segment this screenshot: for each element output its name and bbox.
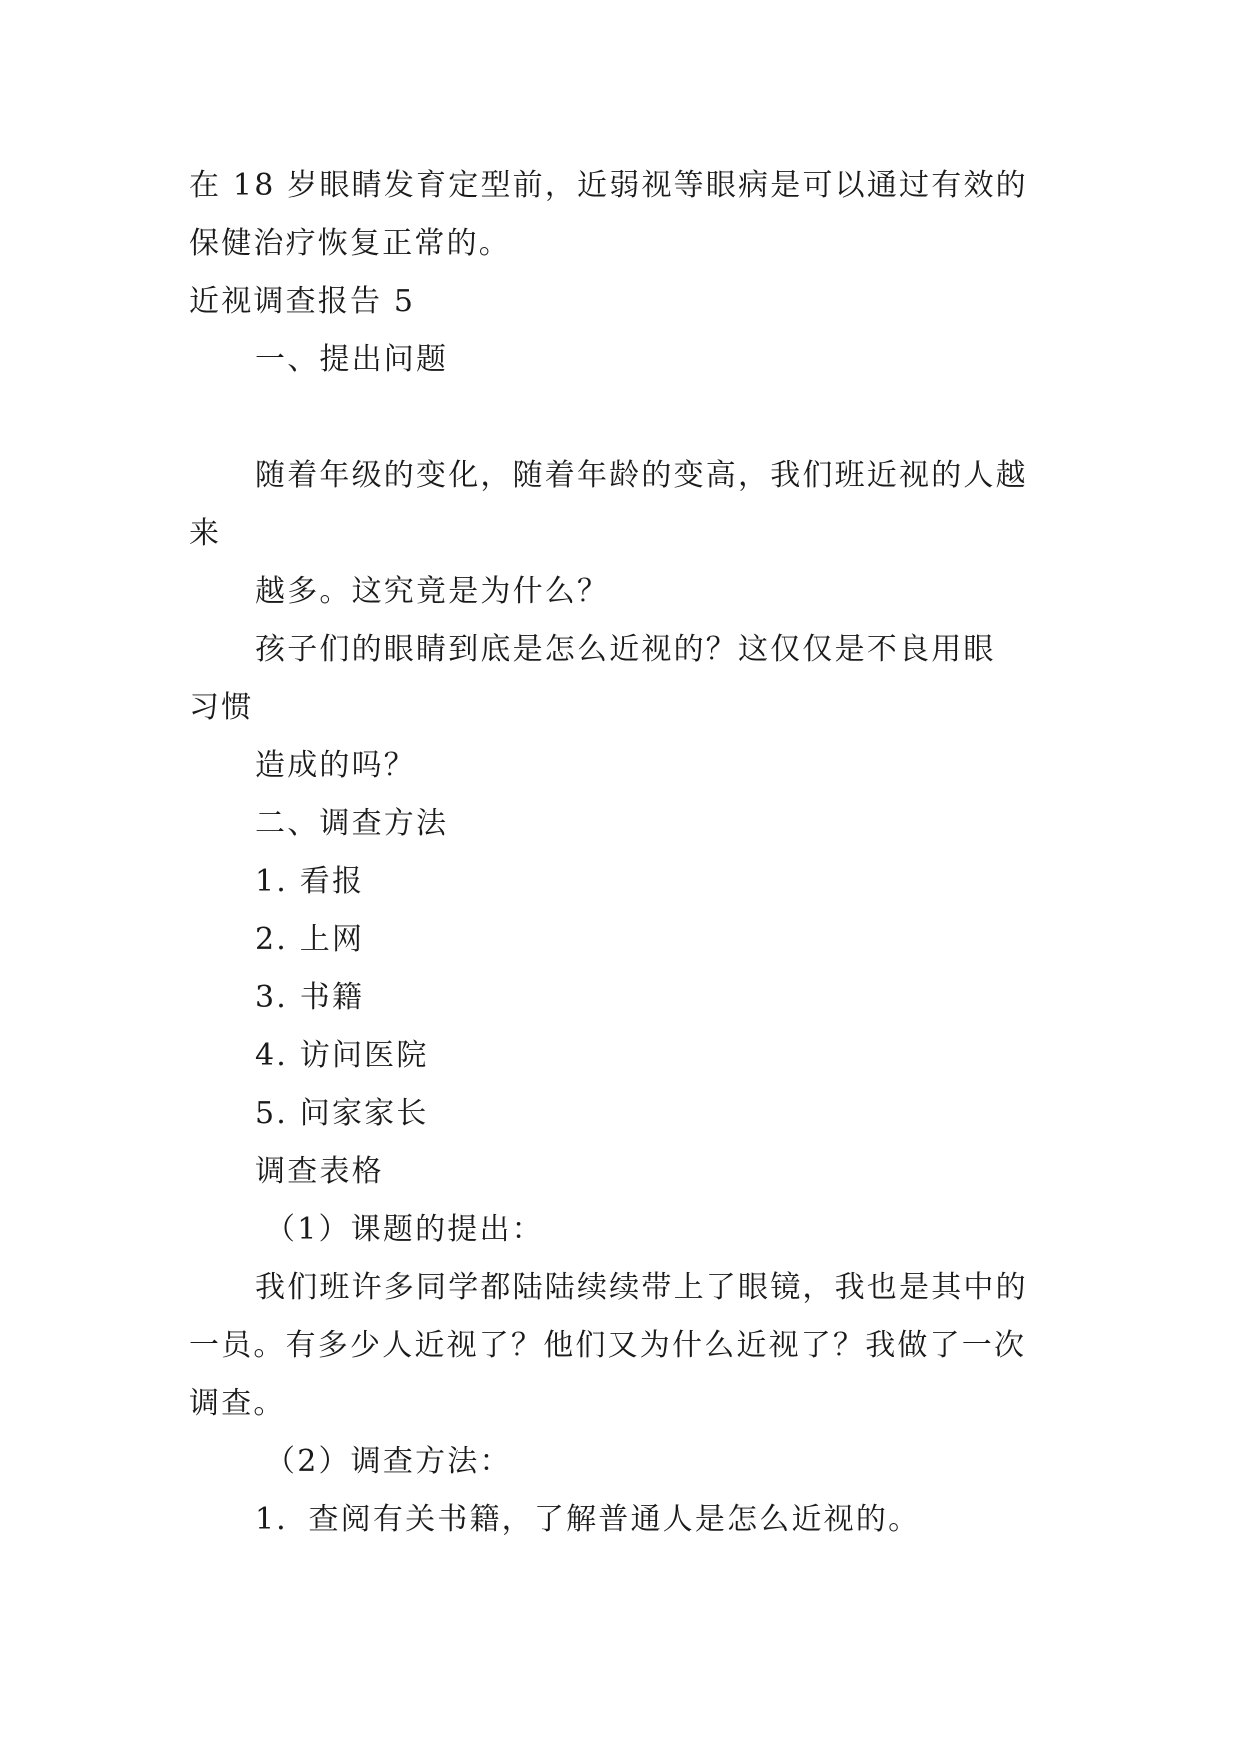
heading: 一、提出问题 xyxy=(255,342,449,377)
paragraph-line: 我们班许多同学都陆陆续续带上了眼镜，我也是其中的 xyxy=(255,1270,1028,1305)
paragraph-line: 在 18 岁眼睛发育定型前，近弱视等眼病是可以通过有效的 xyxy=(189,168,1028,203)
section-title: 近视调查报告 5 xyxy=(189,284,416,319)
paragraph-line: 越多。这究竟是为什么？ xyxy=(255,574,610,609)
heading: 二、调查方法 xyxy=(255,806,449,841)
list-item: 1. 看报 xyxy=(255,864,365,899)
paragraph-line: 调查。 xyxy=(189,1386,286,1421)
list-item: 5. 问家家长 xyxy=(255,1096,429,1131)
paragraph-line: 孩子们的眼睛到底是怎么近视的？这仅仅是不良用眼 xyxy=(255,632,996,667)
list-item: 2. 上网 xyxy=(255,922,365,957)
paragraph-line: 来 xyxy=(189,516,222,551)
list-item: 3. 书籍 xyxy=(255,980,365,1015)
heading: 调查表格 xyxy=(255,1154,384,1189)
subheading: （1）课题的提出： xyxy=(265,1212,544,1247)
paragraph-line: 保健治疗恢复正常的。 xyxy=(189,226,511,261)
paragraph-line: 1．查阅有关书籍，了解普通人是怎么近视的。 xyxy=(255,1502,921,1537)
paragraph-line: 一员。有多少人近视了？他们又为什么近视了？我做了一次 xyxy=(189,1328,1027,1363)
subheading: （2）调查方法： xyxy=(265,1444,512,1479)
list-item: 4. 访问医院 xyxy=(255,1038,429,1073)
paragraph-line: 造成的吗？ xyxy=(255,748,416,783)
paragraph-line: 习惯 xyxy=(189,690,254,725)
paragraph-line: 随着年级的变化，随着年龄的变高，我们班近视的人越 xyxy=(255,458,1028,493)
